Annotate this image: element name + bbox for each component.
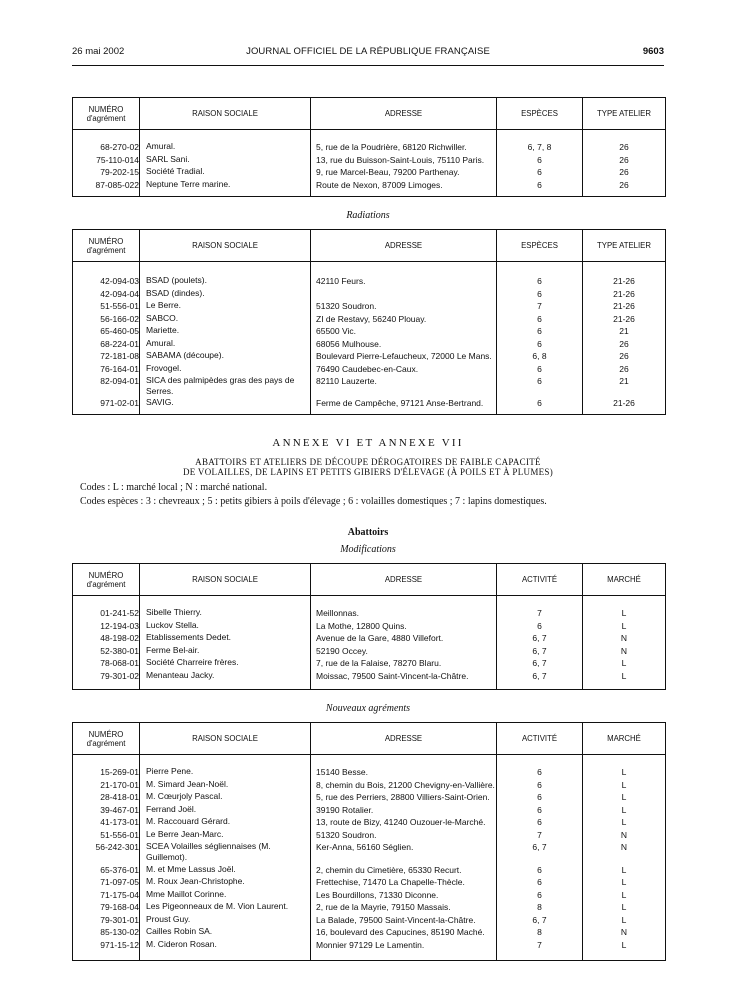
table-row bbox=[73, 876, 665, 889]
adresse-cell: 65500 Vic. bbox=[316, 326, 357, 336]
adresse-cell: 2, chemin du Cimetière, 65330 Recurt. bbox=[316, 865, 462, 875]
table-row bbox=[73, 350, 665, 363]
activite-cell: 6 bbox=[537, 621, 542, 631]
table-row bbox=[73, 397, 665, 410]
activite-cell: 6 bbox=[537, 767, 542, 777]
annex-title: ANNEXE VI ET ANNEXE VII bbox=[272, 437, 464, 449]
header-type_atelier: TYPE ATELIER bbox=[596, 109, 652, 118]
raison-sociale-cell: Amural. bbox=[146, 141, 176, 151]
table-row bbox=[73, 166, 665, 179]
table-nouveaux-agrements bbox=[72, 722, 666, 961]
activite-cell: 6 bbox=[537, 792, 542, 802]
type_atelier-cell: 26 bbox=[619, 167, 629, 177]
header-rule bbox=[72, 65, 664, 66]
numero-agrement-cell: 42-094-03 bbox=[100, 276, 139, 286]
numero-agrement-cell: 79-202-15 bbox=[100, 167, 139, 177]
raison-sociale-cell: Mariette. bbox=[146, 325, 180, 335]
header-numero-line1: NUMÉRO bbox=[88, 236, 124, 246]
type_atelier-cell: 26 bbox=[619, 364, 629, 374]
table-row bbox=[73, 657, 665, 670]
adresse-cell: 68056 Mulhouse. bbox=[316, 339, 382, 349]
adresse-cell: Les Bourdillons, 71330 Diconne. bbox=[316, 890, 439, 900]
header-activite: ACTIVITÉ bbox=[521, 575, 558, 584]
type_atelier-cell: 26 bbox=[619, 180, 629, 190]
raison-sociale-cell: Le Berre Jean-Marc. bbox=[146, 829, 224, 839]
activite-cell: 6 bbox=[537, 817, 542, 827]
marche-cell: N bbox=[620, 830, 628, 840]
marche-cell: L bbox=[621, 792, 627, 802]
numero-agrement-cell: 51-556-01 bbox=[100, 830, 139, 840]
type_atelier-cell: 26 bbox=[619, 351, 629, 361]
raison-sociale-cell: M. Cœurjoly Pascal. bbox=[146, 791, 223, 801]
header-adresse: ADRESSE bbox=[384, 241, 423, 250]
numero-agrement-cell: 76-164-01 bbox=[100, 364, 139, 374]
header-numero-line1: NUMÉRO bbox=[88, 570, 124, 580]
raison-sociale-cell: SAVIG. bbox=[146, 397, 174, 407]
raison-sociale-cell: Ferme Bel-air. bbox=[146, 645, 200, 655]
numero-agrement-cell: 42-094-04 bbox=[100, 289, 139, 299]
table-modifications bbox=[72, 563, 666, 690]
header-numero-line2: d'agrément bbox=[86, 113, 126, 123]
adresse-cell: 5, rue de la Poudrière, 68120 Richwiller. bbox=[316, 142, 467, 152]
activite-cell: 6, 7 bbox=[532, 671, 547, 681]
activite-cell: 6, 7 bbox=[532, 658, 547, 668]
numero-agrement-cell: 68-224-01 bbox=[100, 339, 139, 349]
header-adresse: ADRESSE bbox=[384, 575, 423, 584]
table-row bbox=[73, 632, 665, 645]
activite-cell: 6 bbox=[537, 865, 542, 875]
marche-cell: L bbox=[621, 608, 627, 618]
raison-sociale-cell: Amural. bbox=[146, 338, 176, 348]
raison-sociale-cell: Société Charreire frères. bbox=[146, 657, 239, 667]
raison-sociale-cell: M. Roux Jean-Christophe. bbox=[146, 876, 245, 886]
numero-agrement-cell: 82-094-01 bbox=[100, 376, 139, 386]
marche-cell: L bbox=[621, 658, 627, 668]
header-numero bbox=[73, 230, 139, 261]
adresse-cell: 13, rue du Buisson-Saint-Louis, 75110 Paris. bbox=[316, 155, 485, 165]
type_atelier-cell: 26 bbox=[619, 142, 629, 152]
numero-agrement-cell: 21-170-01 bbox=[100, 780, 139, 790]
numero-agrement-cell: 79-168-04 bbox=[100, 902, 139, 912]
page-header bbox=[72, 46, 664, 60]
especes-cell: 6 bbox=[537, 326, 542, 336]
raison-sociale-cell: SABAMA (découpe). bbox=[146, 350, 224, 360]
adresse-cell: La Balade, 79500 Saint-Vincent-la-Châtre. bbox=[316, 915, 476, 925]
type_atelier-cell: 21-26 bbox=[613, 276, 635, 286]
marche-cell: L bbox=[621, 865, 627, 875]
header-numero-line1: NUMÉRO bbox=[88, 729, 124, 739]
table-row bbox=[73, 670, 665, 683]
raison-sociale-cell: Menanteau Jacky. bbox=[146, 670, 215, 680]
adresse-cell: 2, rue de la Mayrie, 79150 Massais. bbox=[316, 902, 451, 912]
especes-cell: 6 bbox=[537, 364, 542, 374]
marche-cell: L bbox=[621, 940, 627, 950]
table-row bbox=[73, 791, 665, 804]
marche-cell: L bbox=[621, 621, 627, 631]
activite-cell: 6 bbox=[537, 890, 542, 900]
abattoirs-title: Abattoirs bbox=[347, 527, 389, 538]
marche-cell: L bbox=[621, 767, 627, 777]
table-row bbox=[73, 926, 665, 939]
especes-cell: 6 bbox=[537, 314, 542, 324]
header-numero bbox=[73, 564, 139, 595]
codes-especes: Codes espèces : 3 : chevreaux ; 5 : petits gibiers à poils d'élevage ; 6 : volailles domestiques ; 7 : lapins domestiques. bbox=[80, 496, 547, 507]
adresse-cell: 51320 Soudron. bbox=[316, 301, 377, 311]
header-type_atelier: TYPE ATELIER bbox=[596, 241, 652, 250]
raison-sociale-cell: Le Berre. bbox=[146, 300, 181, 310]
table-row bbox=[73, 901, 665, 914]
header-raison-sociale: RAISON SOCIALE bbox=[192, 241, 258, 250]
header-title: JOURNAL OFFICIEL DE LA RÉPUBLIQUE FRANÇAISE bbox=[246, 46, 490, 57]
numero-agrement-cell: 52-380-01 bbox=[100, 646, 139, 656]
marche-cell: L bbox=[621, 817, 627, 827]
activite-cell: 6, 7 bbox=[532, 633, 547, 643]
header-marche: MARCHÉ bbox=[607, 575, 641, 584]
table-row bbox=[73, 620, 665, 633]
activite-cell: 6, 7 bbox=[532, 915, 547, 925]
numero-agrement-cell: 41-173-01 bbox=[100, 817, 139, 827]
table-header bbox=[73, 230, 665, 262]
numero-agrement-cell: 71-097-05 bbox=[100, 877, 139, 887]
adresse-cell: Moissac, 79500 Saint-Vincent-la-Châtre. bbox=[316, 671, 469, 681]
table-row bbox=[73, 300, 665, 313]
marche-cell: L bbox=[621, 915, 627, 925]
header-marche: MARCHÉ bbox=[607, 734, 641, 743]
numero-agrement-cell: 971-15-12 bbox=[100, 940, 139, 950]
numero-agrement-cell: 71-175-04 bbox=[100, 890, 139, 900]
numero-agrement-cell: 65-376-01 bbox=[100, 865, 139, 875]
numero-agrement-cell: 85-130-02 bbox=[100, 927, 139, 937]
marche-cell: L bbox=[621, 805, 627, 815]
table-row bbox=[73, 864, 665, 877]
raison-sociale-cell: Neptune Terre marine. bbox=[146, 179, 231, 189]
adresse-cell: Avenue de la Gare, 4880 Villefort. bbox=[316, 633, 444, 643]
activite-cell: 8 bbox=[537, 902, 542, 912]
table-header bbox=[73, 723, 665, 755]
nouveaux-agrements-title: Nouveaux agréments bbox=[325, 703, 411, 714]
header-page-number: 9603 bbox=[642, 46, 664, 57]
raison-sociale-cell: BSAD (dindes). bbox=[146, 288, 205, 298]
raison-sociale-cell: M. et Mme Lassus Joël. bbox=[146, 864, 236, 874]
header-raison-sociale: RAISON SOCIALE bbox=[192, 109, 258, 118]
marche-cell: N bbox=[620, 842, 628, 852]
raison-sociale-cell: Sibelle Thierry. bbox=[146, 607, 202, 617]
adresse-cell: 15140 Besse. bbox=[316, 767, 368, 777]
table-row bbox=[73, 939, 665, 952]
header-especes: ESPÈCES bbox=[521, 241, 558, 250]
especes-cell: 6 bbox=[537, 180, 542, 190]
activite-cell: 6, 7 bbox=[532, 646, 547, 656]
numero-agrement-cell: 68-270-02 bbox=[100, 142, 139, 152]
header-numero bbox=[73, 723, 139, 754]
table-row bbox=[73, 154, 665, 167]
table-radiations bbox=[72, 229, 666, 415]
header-date: 26 mai 2002 bbox=[72, 46, 125, 57]
raison-sociale-cell: Pierre Pene. bbox=[146, 766, 194, 776]
numero-agrement-cell: 79-301-02 bbox=[100, 671, 139, 681]
especes-cell: 6, 7, 8 bbox=[527, 142, 552, 152]
activite-cell: 7 bbox=[537, 830, 542, 840]
adresse-cell: Frettechise, 71470 La Chapelle-Thècle. bbox=[316, 877, 465, 887]
annex-subtitle-1: ABATTOIRS ET ATELIERS DE DÉCOUPE DÉROGATOIRES DE FAIBLE CAPACITÉ bbox=[195, 457, 541, 467]
modifications-title: Modifications bbox=[340, 544, 396, 555]
adresse-cell: Meillonnas. bbox=[316, 608, 359, 618]
adresse-cell: ZI de Restavy, 56240 Plouay. bbox=[316, 314, 427, 324]
adresse-cell: Boulevard Pierre-Lefaucheux, 72000 Le Mans. bbox=[316, 351, 492, 361]
adresse-cell: Monnier 97129 Le Lamentin. bbox=[316, 940, 425, 950]
numero-agrement-cell: 15-269-01 bbox=[100, 767, 139, 777]
raison-sociale-cell: SCEA Volailles ségliennaises (M. Guillemot). bbox=[146, 841, 271, 862]
raison-sociale-cell: Frovogel. bbox=[146, 363, 182, 373]
activite-cell: 6 bbox=[537, 780, 542, 790]
type_atelier-cell: 21-26 bbox=[613, 314, 635, 324]
radiations-title: Radiations bbox=[346, 210, 390, 221]
adresse-cell: 76490 Caudebec-en-Caux. bbox=[316, 364, 419, 374]
activite-cell: 6 bbox=[537, 805, 542, 815]
adresse-cell: 51320 Soudron. bbox=[316, 830, 377, 840]
raison-sociale-cell: Proust Guy. bbox=[146, 914, 191, 924]
numero-agrement-cell: 971-02-01 bbox=[100, 398, 139, 408]
header-especes: ESPÈCES bbox=[521, 109, 558, 118]
adresse-cell: 16, boulevard des Capucines, 85190 Maché. bbox=[316, 927, 485, 937]
table-row bbox=[73, 914, 665, 927]
marche-cell: L bbox=[621, 780, 627, 790]
numero-agrement-cell: 56-166-02 bbox=[100, 314, 139, 324]
table-atelier-agrements bbox=[72, 97, 666, 197]
numero-agrement-cell: 51-556-01 bbox=[100, 301, 139, 311]
adresse-cell: Ferme de Campêche, 97121 Anse-Bertrand. bbox=[316, 398, 484, 408]
numero-agrement-cell: 79-301-01 bbox=[100, 915, 139, 925]
type_atelier-cell: 21-26 bbox=[613, 289, 635, 299]
type_atelier-cell: 21-26 bbox=[613, 398, 635, 408]
header-activite: ACTIVITÉ bbox=[521, 734, 558, 743]
especes-cell: 6, 8 bbox=[532, 351, 547, 361]
numero-agrement-cell: 12-194-03 bbox=[100, 621, 139, 631]
codes-marche: Codes : L : marché local ; N : marché national. bbox=[80, 482, 268, 493]
activite-cell: 7 bbox=[537, 608, 542, 618]
numero-agrement-cell: 78-068-01 bbox=[100, 658, 139, 668]
raison-sociale-cell: SICA des palmipèdes gras des pays de Serres. bbox=[146, 375, 295, 396]
type_atelier-cell: 21 bbox=[619, 376, 629, 386]
especes-cell: 6 bbox=[537, 155, 542, 165]
header-raison-sociale: RAISON SOCIALE bbox=[192, 575, 258, 584]
adresse-cell: 9, rue Marcel-Beau, 79200 Parthenay. bbox=[316, 167, 460, 177]
header-numero-line2: d'agrément bbox=[86, 738, 126, 748]
header-numero bbox=[73, 98, 139, 129]
table-row bbox=[73, 141, 665, 154]
adresse-cell: Route de Nexon, 87009 Limoges. bbox=[316, 180, 443, 190]
raison-sociale-cell: Etablissements Dedet. bbox=[146, 632, 232, 642]
table-row bbox=[73, 841, 665, 862]
activite-cell: 8 bbox=[537, 927, 542, 937]
raison-sociale-cell: M. Raccouard Gérard. bbox=[146, 816, 231, 826]
raison-sociale-cell: Cailles Robin SA. bbox=[146, 926, 213, 936]
especes-cell: 6 bbox=[537, 167, 542, 177]
adresse-cell: 13, route de Bizy, 41240 Ouzouer-le-Marché. bbox=[316, 817, 486, 827]
adresse-cell: 82110 Lauzerte. bbox=[316, 376, 377, 386]
table-row bbox=[73, 804, 665, 817]
numero-agrement-cell: 28-418-01 bbox=[100, 792, 139, 802]
table-row bbox=[73, 607, 665, 620]
table-header bbox=[73, 98, 665, 130]
table-row bbox=[73, 889, 665, 902]
adresse-cell: 39190 Rotalier. bbox=[316, 805, 374, 815]
adresse-cell: 42110 Feurs. bbox=[316, 276, 366, 286]
table-row bbox=[73, 829, 665, 842]
raison-sociale-cell: SARL Sani. bbox=[146, 154, 190, 164]
table-row bbox=[73, 313, 665, 326]
raison-sociale-cell: Les Pigeonneaux de M. Vion Laurent. bbox=[146, 901, 289, 911]
adresse-cell: 8, chemin du Bois, 21200 Chevigny-en-Vallière. bbox=[316, 780, 495, 790]
type_atelier-cell: 26 bbox=[619, 155, 629, 165]
marche-cell: N bbox=[620, 633, 628, 643]
adresse-cell: 7, rue de la Falaise, 78270 Blaru. bbox=[316, 658, 442, 668]
header-adresse: ADRESSE bbox=[384, 109, 423, 118]
adresse-cell: La Mothe, 12800 Quins. bbox=[316, 621, 407, 631]
raison-sociale-cell: SABCO. bbox=[146, 313, 179, 323]
especes-cell: 6 bbox=[537, 398, 542, 408]
table-row bbox=[73, 338, 665, 351]
raison-sociale-cell: Société Tradial. bbox=[146, 166, 205, 176]
type_atelier-cell: 21-26 bbox=[613, 301, 635, 311]
header-numero-line2: d'agrément bbox=[86, 245, 126, 255]
numero-agrement-cell: 72-181-08 bbox=[100, 351, 139, 361]
table-row bbox=[73, 325, 665, 338]
activite-cell: 6 bbox=[537, 877, 542, 887]
numero-agrement-cell: 01-241-52 bbox=[100, 608, 139, 618]
adresse-cell: 5, rue des Perriers, 28800 Villiers-Saint-Orien. bbox=[316, 792, 490, 802]
especes-cell: 6 bbox=[537, 276, 542, 286]
table-row bbox=[73, 179, 665, 192]
marche-cell: N bbox=[620, 646, 628, 656]
marche-cell: L bbox=[621, 902, 627, 912]
activite-cell: 7 bbox=[537, 940, 542, 950]
raison-sociale-cell: Ferrand Joël. bbox=[146, 804, 197, 814]
raison-sociale-cell: M. Cideron Rosan. bbox=[146, 939, 217, 949]
header-adresse: ADRESSE bbox=[384, 734, 423, 743]
especes-cell: 6 bbox=[537, 339, 542, 349]
numero-agrement-cell: 65-460-05 bbox=[100, 326, 139, 336]
numero-agrement-cell: 48-198-02 bbox=[100, 633, 139, 643]
numero-agrement-cell: 75-110-014 bbox=[96, 155, 139, 165]
table-row bbox=[73, 645, 665, 658]
numero-agrement-cell: 87-085-022 bbox=[95, 180, 139, 190]
table-row bbox=[73, 363, 665, 376]
header-raison-sociale: RAISON SOCIALE bbox=[192, 734, 258, 743]
table-row bbox=[73, 375, 665, 396]
table-row bbox=[73, 288, 665, 301]
marche-cell: L bbox=[621, 890, 627, 900]
especes-cell: 6 bbox=[537, 289, 542, 299]
especes-cell: 6 bbox=[537, 376, 542, 386]
raison-sociale-cell: Mme Maillot Corinne. bbox=[146, 889, 227, 899]
header-numero-line2: d'agrément bbox=[86, 579, 126, 589]
raison-sociale-cell: Luckov Stella. bbox=[146, 620, 199, 630]
table-row bbox=[73, 275, 665, 288]
raison-sociale-cell: M. Simard Jean-Noël. bbox=[146, 779, 229, 789]
activite-cell: 6, 7 bbox=[532, 842, 547, 852]
annex-subtitle-2: DE VOLAILLES, DE LAPINS ET PETITS GIBIERS D'ÉLEVAGE (À POILS ET À PLUMES) bbox=[182, 467, 554, 477]
especes-cell: 7 bbox=[537, 301, 542, 311]
adresse-cell: Ker-Anna, 56160 Séglien. bbox=[316, 842, 414, 852]
marche-cell: L bbox=[621, 877, 627, 887]
table-header bbox=[73, 564, 665, 596]
type_atelier-cell: 21 bbox=[619, 326, 629, 336]
raison-sociale-cell: BSAD (poulets). bbox=[146, 275, 207, 285]
marche-cell: L bbox=[621, 671, 627, 681]
type_atelier-cell: 26 bbox=[619, 339, 629, 349]
table-row bbox=[73, 779, 665, 792]
table-row bbox=[73, 766, 665, 779]
adresse-cell: 52190 Occey. bbox=[316, 646, 368, 656]
table-row bbox=[73, 816, 665, 829]
marche-cell: N bbox=[620, 927, 628, 937]
numero-agrement-cell: 56-242-301 bbox=[95, 842, 139, 852]
numero-agrement-cell: 39-467-01 bbox=[100, 805, 139, 815]
header-numero-line1: NUMÉRO bbox=[88, 104, 124, 114]
